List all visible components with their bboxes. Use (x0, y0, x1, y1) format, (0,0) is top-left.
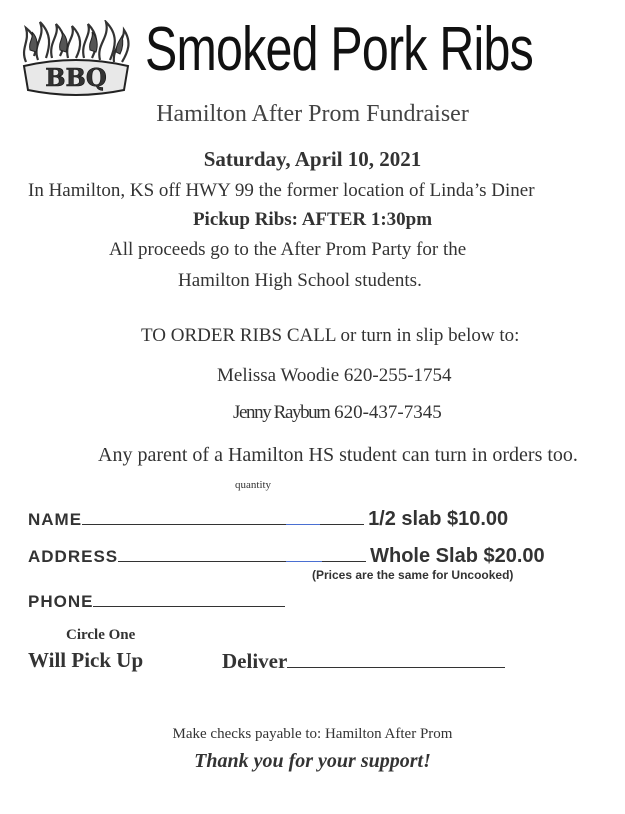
event-location: In Hamilton, KS off HWY 99 the former location of Linda’s Diner (28, 180, 535, 201)
thank-you-note: Thank you for your support! (194, 750, 431, 772)
name-field[interactable] (82, 507, 286, 525)
bbq-logo (20, 20, 132, 101)
event-date: Saturday, April 10, 2021 (203, 147, 422, 171)
parent-note: Any parent of a Hamilton HS student can turn in orders too. (98, 444, 578, 466)
name-label: NAME (28, 510, 83, 529)
contact-phone: 620-255-1754 (343, 365, 452, 386)
phone-row (28, 589, 285, 612)
contact-name: Jenny Rayburn (233, 402, 330, 423)
proceeds-line-1: All proceeds go to the After Prom Party for the (109, 239, 467, 260)
whole-slab-price: Whole Slab $20.00 (370, 545, 545, 567)
deliver-field[interactable] (287, 648, 505, 668)
whole-slab-quantity-field[interactable] (286, 544, 322, 562)
bbq-logo-text: BBQ (45, 63, 107, 92)
will-pick-up-option[interactable]: Will Pick Up (28, 648, 144, 672)
page-title: Smoked Pork Ribs (145, 15, 533, 84)
contact-melissa (217, 365, 452, 387)
checks-payable: Make checks payable to: Hamilton After Prom (172, 726, 453, 742)
address-line-tail (322, 544, 366, 562)
half-slab-price: 1/2 slab $10.00 (368, 508, 509, 530)
name-line-tail (320, 507, 364, 525)
phone-label: PHONE (28, 592, 94, 611)
phone-field[interactable] (93, 589, 285, 607)
contact-phone: 620-437-7345 (334, 402, 442, 423)
contact-jenny (233, 402, 442, 424)
circle-one-label: Circle One (66, 627, 136, 643)
prices-note: (Prices are the same for Uncooked) (312, 568, 514, 582)
deliver-option[interactable] (222, 648, 505, 674)
address-label: ADDRESS (28, 547, 119, 566)
quantity-label: quantity (235, 479, 272, 491)
name-row (28, 507, 508, 531)
half-slab-quantity-field[interactable] (286, 507, 320, 525)
pickup-time: Pickup Ribs: AFTER 1:30pm (192, 209, 433, 230)
contact-name: Melissa Woodie (217, 365, 340, 386)
deliver-label: Deliver (222, 649, 288, 673)
subtitle: Hamilton After Prom Fundraiser (156, 101, 469, 127)
address-field[interactable] (118, 544, 286, 562)
proceeds-line-2: Hamilton High School students. (178, 270, 422, 291)
address-row (28, 544, 545, 568)
order-instruction: TO ORDER RIBS CALL or turn in slip below to: (141, 325, 520, 346)
